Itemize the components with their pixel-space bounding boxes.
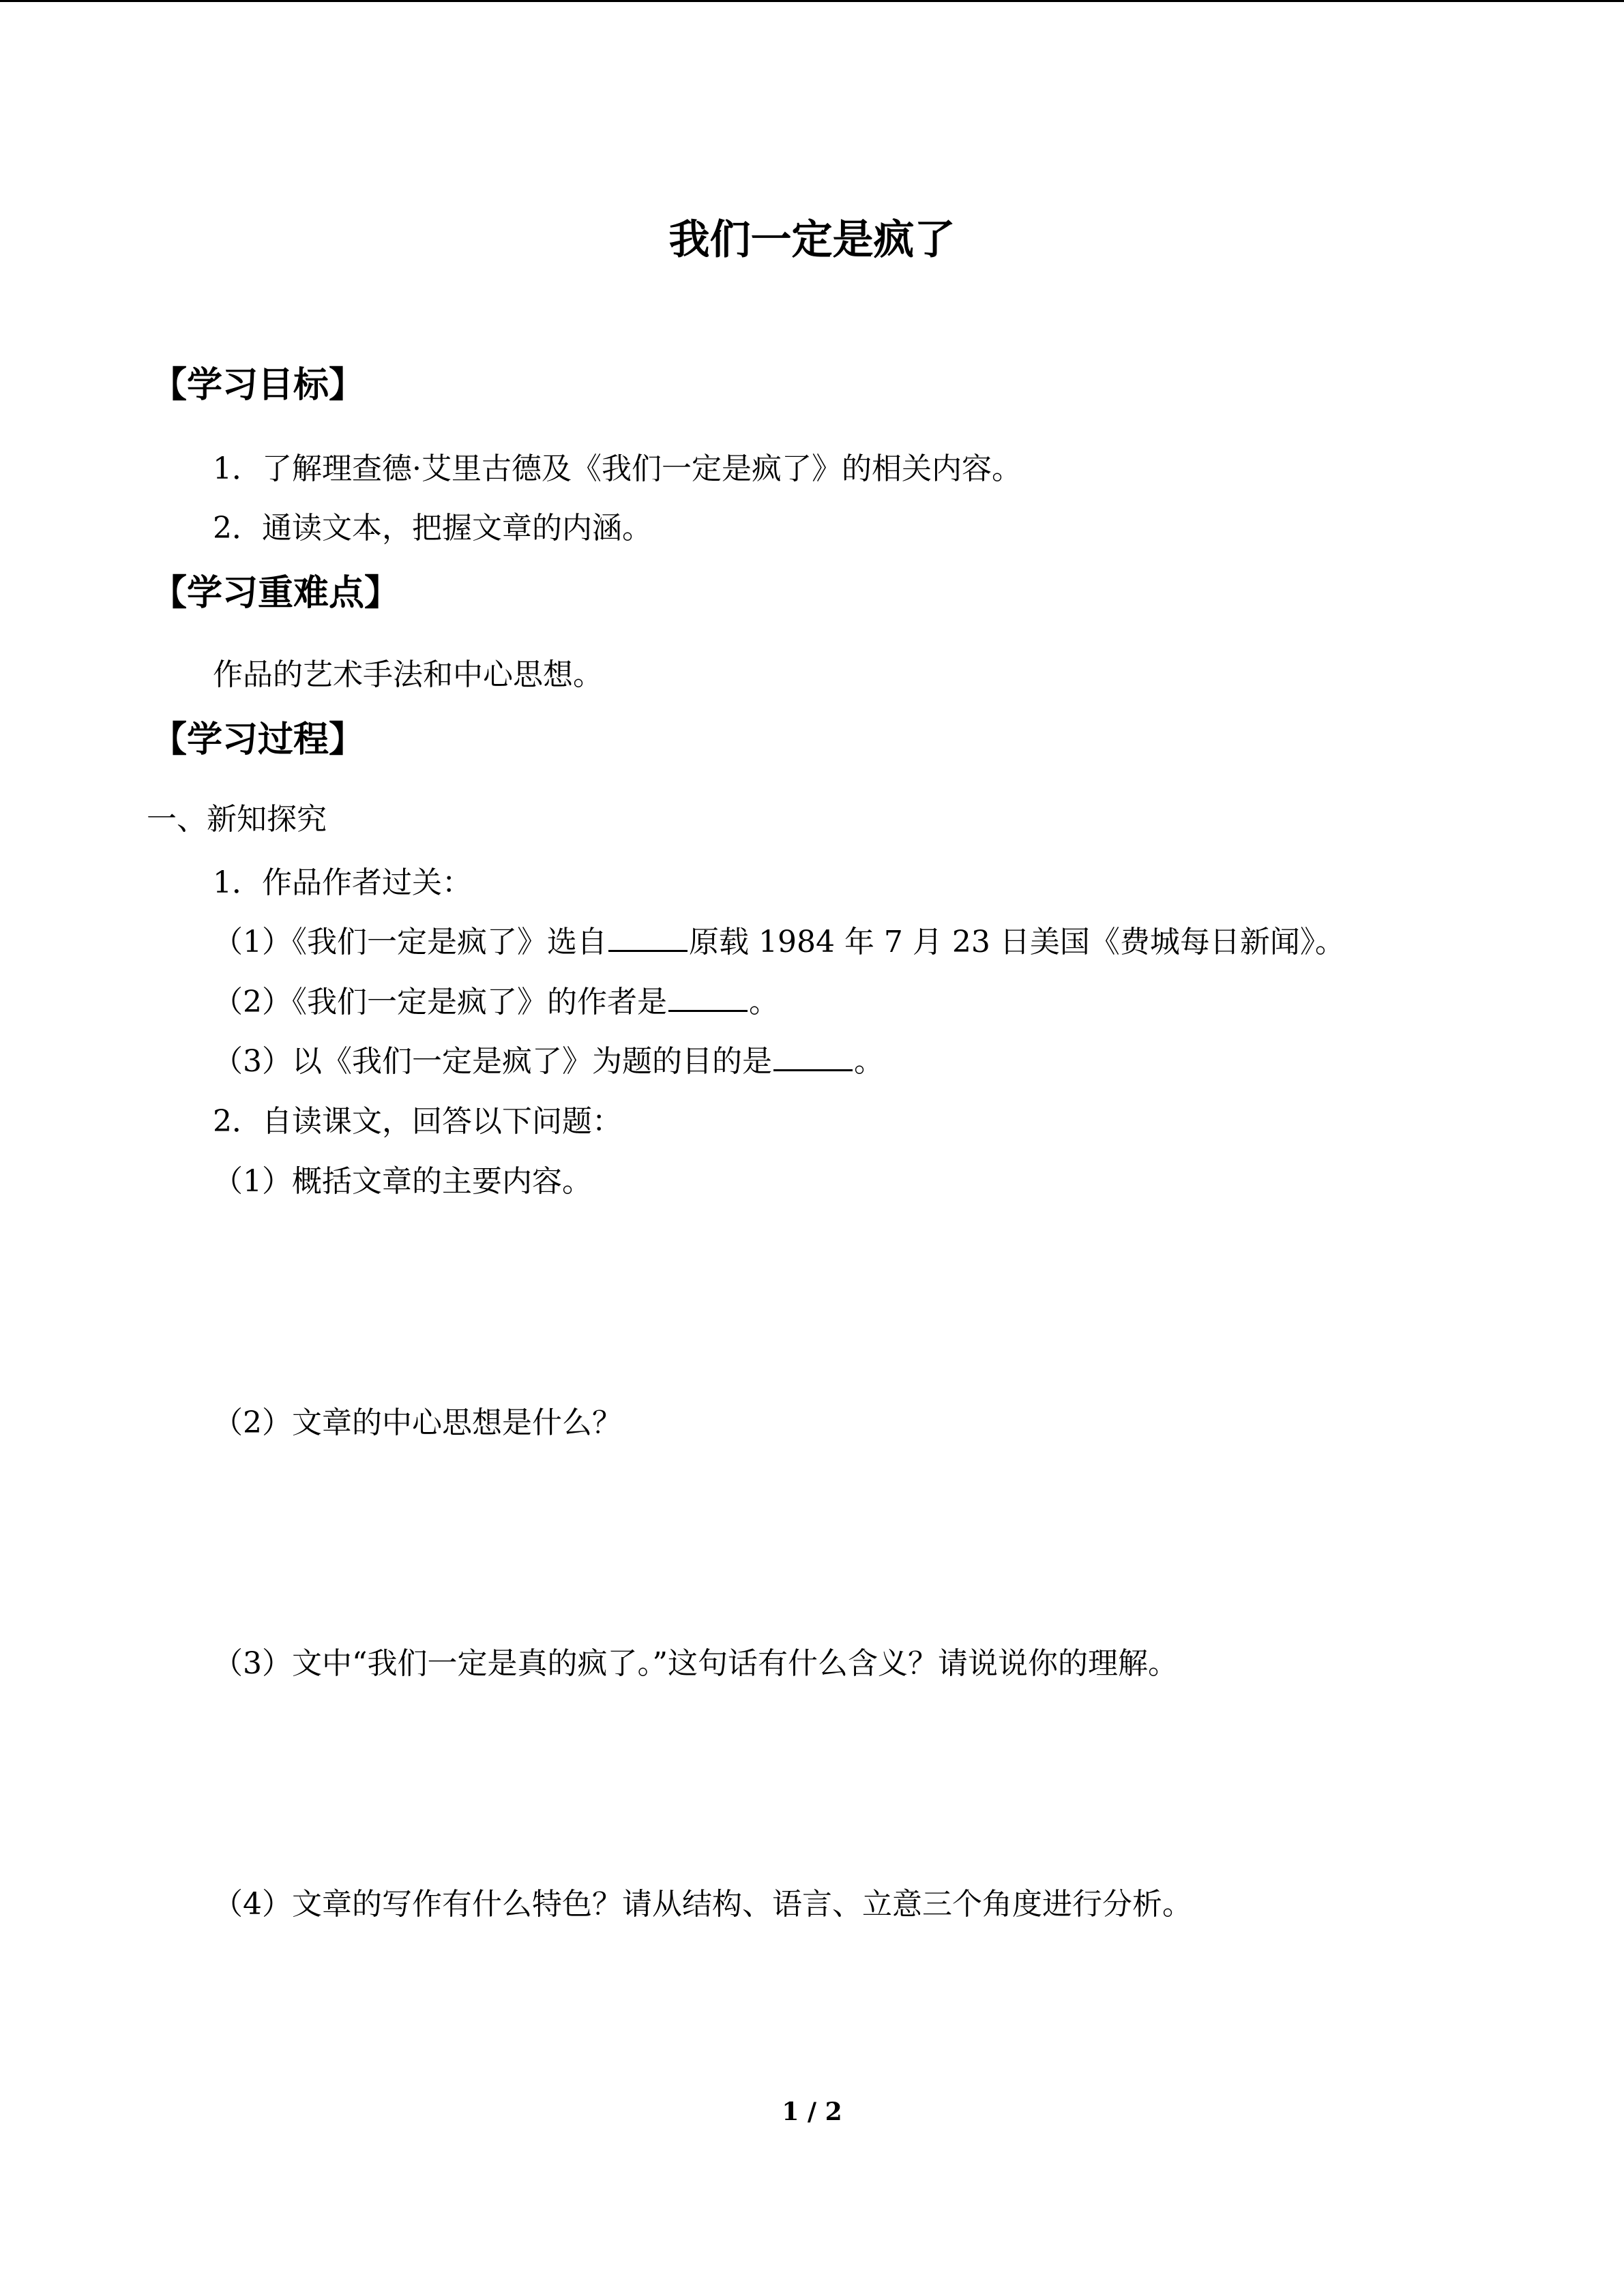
key-points-text: 作品的艺术手法和中心思想。 <box>213 657 603 692</box>
q1-sub3 <box>213 1041 884 1082</box>
heading-learning-goals: 【学习目标】 <box>151 365 365 406</box>
q1-sub2-text-a: （2）《我们一定是疯了》的作者是 <box>213 985 667 1019</box>
q2-item-3: （3）文中“我们一定是真的疯了。”这句话有什么含义？请说说你的理解。 <box>213 1646 1178 1681</box>
q2-item-4: （4）文章的写作有什么特色？请从结构、语言、立意三个角度进行分析。 <box>213 1887 1192 1922</box>
part1-title: 一、新知探究 <box>147 802 327 837</box>
q1-sub1-blank <box>608 923 688 952</box>
q1-sub1 <box>213 922 1345 963</box>
q2-item-2: （2）文章的中心思想是什么？ <box>213 1405 622 1440</box>
document-title: 我们一定是疯了 <box>668 216 956 264</box>
q1-sub3-text-b: 。 <box>854 1044 884 1079</box>
goal-item-2: 2．通读文本，把握文章的内涵。 <box>213 511 652 546</box>
q2-item-1: （1）概括文章的主要内容。 <box>213 1164 592 1199</box>
q1-sub3-blank <box>773 1042 853 1071</box>
heading-key-points: 【学习重难点】 <box>151 573 400 614</box>
q1-sub2-text-b: 。 <box>749 985 779 1019</box>
goal-item-1: 1．了解理查德·艾里古德及《我们一定是疯了》的相关内容。 <box>213 451 1022 486</box>
q1-sub2 <box>213 982 779 1023</box>
q1-sub1-text-a: （1）《我们一定是疯了》选自 <box>213 925 607 959</box>
q1-sub3-text-a: （3）以《我们一定是疯了》为题的目的是 <box>213 1044 772 1079</box>
q2-label: 2．自读课文，回答以下问题： <box>213 1104 622 1139</box>
top-border-line <box>0 0 1624 2</box>
heading-learning-process: 【学习过程】 <box>151 719 365 760</box>
q1-label: 1．作品作者过关： <box>213 865 472 900</box>
q1-sub2-blank <box>668 983 748 1012</box>
q1-sub1-text-b: 原载 1984 年 7 月 23 日美国《费城每日新闻》。 <box>689 925 1345 959</box>
page-number: 1 / 2 <box>782 2098 842 2126</box>
